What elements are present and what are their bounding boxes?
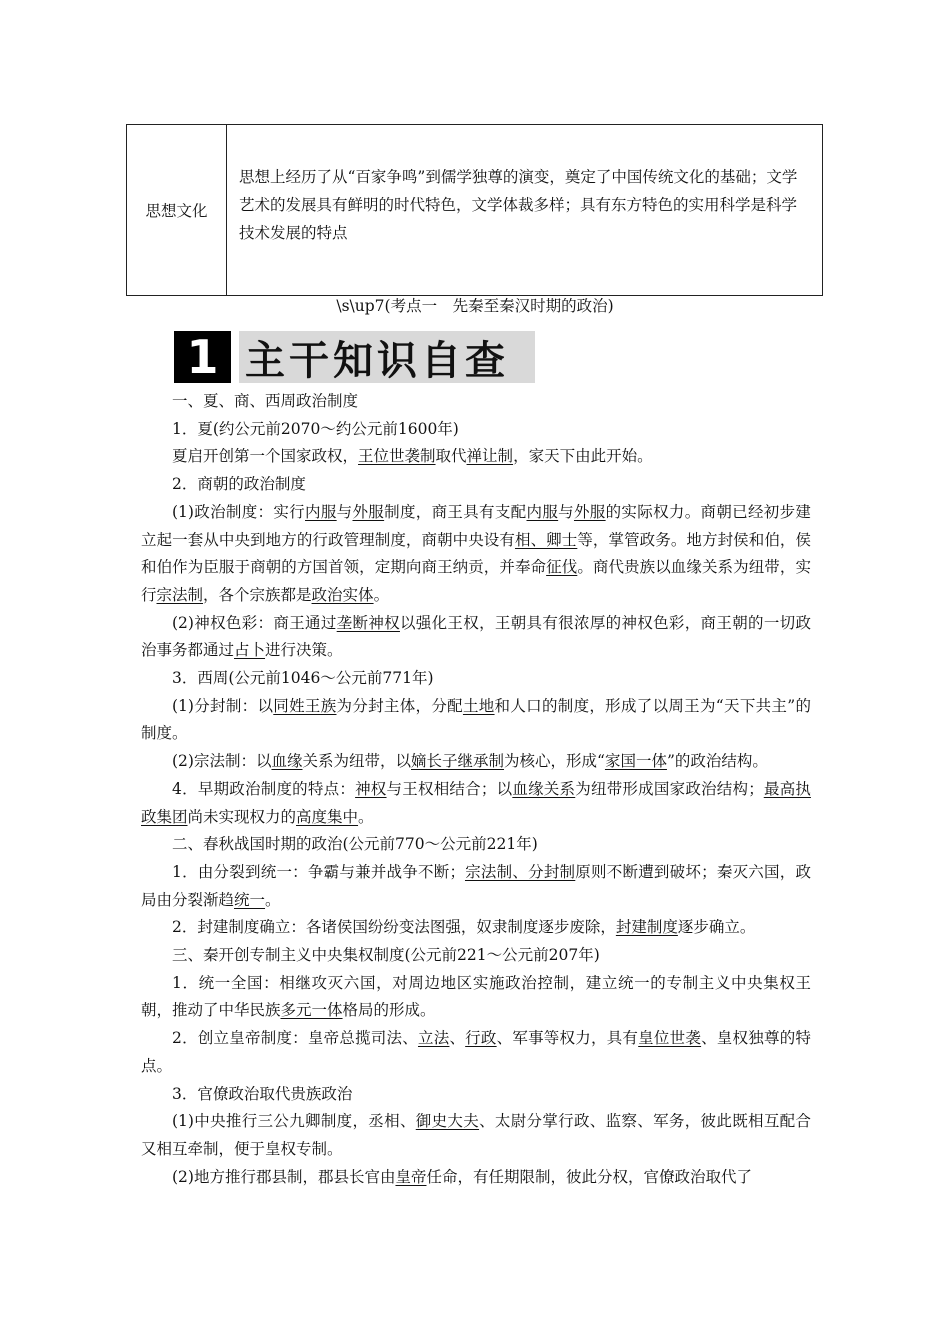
underlined-answer: 统一: [234, 890, 266, 909]
underlined-answer: 封建制度: [615, 918, 678, 937]
underlined-answer: 御史大夫: [415, 1112, 480, 1131]
text-segment: 任命，有任期限制，彼此分权，官僚政治取代了: [426, 1167, 752, 1186]
text-segment: (1)政治制度：实行: [172, 502, 306, 521]
paragraph: [141, 942, 811, 970]
summary-table: [126, 124, 823, 296]
text-segment: 2．商朝的政治制度: [172, 475, 306, 494]
text-segment: 关系为纽带，以: [302, 752, 411, 771]
table-row-label: 思想文化: [127, 125, 227, 295]
text-segment: 。商代贵族以血缘关系为纽带，实行: [141, 558, 811, 604]
paragraph: [141, 471, 811, 499]
banner-title: 主干知识自查: [239, 331, 535, 383]
underlined-answer: 多元一体: [280, 1001, 343, 1020]
text-segment: 格局的形成。: [342, 1001, 436, 1020]
text-segment: 进行决策。: [265, 641, 343, 660]
text-segment: 夏启开创第一个国家政权，: [172, 447, 359, 466]
text-segment: 一、夏、商、西周政治制度: [172, 392, 359, 410]
text-segment: 取代: [435, 447, 467, 466]
text-segment: 、: [449, 1029, 466, 1048]
underlined-answer: 相、卿士: [514, 530, 578, 549]
underlined-answer: 土地: [462, 696, 495, 715]
underlined-answer: 嫡长子继承制: [411, 752, 505, 771]
text-segment: 等，掌管政务。地方封侯和伯，侯和伯作为臣服于商朝的方国首领，定期向商王纳贡，并奉命: [141, 530, 811, 577]
banner-number: 1: [174, 331, 231, 383]
underlined-answer: 高度集中: [296, 807, 359, 826]
text-segment: 原则不断遭到破坏；秦灭六国，政局由分裂渐趋: [141, 862, 811, 909]
paragraph: [141, 748, 811, 776]
paragraph: [141, 665, 811, 693]
paragraph: [141, 1108, 811, 1163]
underlined-answer: 皇位世袭: [638, 1029, 702, 1048]
underlined-answer: 最高执政集团: [141, 779, 811, 826]
paragraph: [141, 443, 811, 471]
section-caption: \s\up7(考点一 先秦至秦汉时期的政治): [336, 297, 614, 315]
text-segment: 逐步确立。: [677, 918, 756, 937]
text-segment: 、太尉分掌行政、监察、军务，彼此既相互配合又相互牵制，便于皇权专制。: [141, 1112, 811, 1158]
text-segment: (2)神权色彩：商王通过: [172, 613, 337, 632]
text-segment: 三、秦开创专制主义中央集权制度(公元前221～公元前207年): [172, 946, 600, 965]
text-segment: 1．由分裂到统一：争霸与兼并战争不断；: [172, 862, 465, 881]
text-segment: (1)中央推行三公九卿制度，丞相、: [172, 1112, 416, 1131]
underlined-answer: 王位世袭制: [358, 447, 436, 466]
paragraph: [141, 499, 811, 610]
text-segment: (2)宗法制：以: [172, 752, 272, 771]
text-segment: 制度，商王具有支配: [384, 502, 527, 521]
text-segment: 为核心，形成“: [504, 752, 605, 771]
text-segment: 与: [558, 502, 574, 521]
text-segment: ”的政治结构。: [666, 752, 768, 771]
text-segment: 、军事等权力，具有: [496, 1029, 639, 1048]
paragraph: [141, 970, 811, 1025]
paragraph: [141, 416, 811, 444]
paragraph: [141, 1081, 811, 1109]
text-segment: 1．夏(约公元前2070～约公元前1600年): [172, 419, 459, 438]
text-segment: 2．创立皇帝制度：皇帝总揽司法、: [172, 1029, 418, 1048]
text-segment: 与: [336, 502, 353, 521]
underlined-answer: 禅让制: [466, 447, 514, 466]
paragraph: [141, 610, 811, 665]
underlined-answer: 征伐: [546, 558, 578, 577]
text-segment: 。: [373, 585, 390, 604]
section-banner: [174, 331, 535, 383]
underlined-answer: 皇帝: [395, 1167, 427, 1186]
underlined-answer: 家国一体: [604, 752, 667, 771]
text-segment: 为纽带形成国家政治结构；: [575, 779, 764, 798]
text-segment: 的实际权力。商朝已经初步建立起一套从中央到地方的行政管理制度，商朝中央设有: [141, 502, 811, 549]
paragraph: [141, 859, 811, 914]
text-segment: 以强化王权，王朝具有很浓厚的神权色彩，商王朝的一切政治事务都通过: [141, 613, 811, 660]
paragraph: [141, 914, 811, 942]
text-segment: 、皇权独尊的特点。: [141, 1029, 811, 1075]
underlined-answer: 外服: [352, 502, 385, 521]
text-segment: 2．封建制度确立：各诸侯国纷纷变法图强，奴隶制度逐步废除，: [172, 918, 616, 937]
text-segment: 4．早期政治制度的特点：: [172, 779, 356, 798]
text-segment: 。: [358, 807, 374, 826]
underlined-answer: 政治实体: [311, 585, 374, 604]
underlined-answer: 外服: [573, 502, 606, 521]
paragraph: [141, 693, 811, 748]
underlined-answer: 占卜: [234, 641, 266, 660]
underlined-answer: 立法: [417, 1029, 450, 1048]
text-segment: ，家天下由此开始。: [513, 447, 653, 466]
text-segment: 与王权相结合；以: [386, 779, 513, 798]
paragraph: [141, 1025, 811, 1080]
underlined-answer: 内服: [305, 502, 337, 521]
underlined-answer: 血缘关系: [512, 779, 576, 798]
paragraph: [141, 388, 811, 416]
text-segment: 为分封主体，分配: [336, 696, 463, 715]
underlined-answer: 宗法制、分封制: [464, 862, 576, 881]
underlined-answer: 内服: [526, 502, 559, 521]
text-segment: (2)地方推行郡县制，郡县长官由: [172, 1167, 396, 1186]
underlined-answer: 行政: [465, 1029, 497, 1048]
text-segment: 尚未实现权力的: [187, 807, 297, 826]
underlined-answer: 垄断神权: [336, 613, 400, 632]
text-segment: 。: [265, 890, 281, 909]
text-segment: 二、春秋战国时期的政治(公元前770～公元前221年): [172, 835, 538, 854]
underlined-answer: 同姓王族: [273, 696, 337, 715]
paragraph: [141, 1164, 811, 1192]
text-segment: 3．西周(公元前1046～公元前771年): [172, 669, 434, 688]
underlined-answer: 神权: [355, 779, 387, 798]
underlined-answer: 宗法制: [156, 585, 204, 604]
text-segment: (1)分封制：以: [172, 696, 274, 715]
text-segment: 1．统一全国：相继攻灭六国，对周边地区实施政治控制，建立统一的专制主义中央集权王朝，推动了中华民族: [141, 973, 811, 1020]
paragraph: [141, 831, 811, 859]
text-segment: ，各个宗族都是: [203, 585, 312, 604]
table-row-text: 思想上经历了从“百家争鸣”到儒学独尊的演变，奠定了中国传统文化的基础；文学艺术的发展具有鲜明的时代特色，文学体裁多样；具有东方特色的实用科学是科学技术发展的特点: [239, 168, 798, 242]
paragraph: [141, 776, 811, 831]
text-segment: 和人口的制度，形成了以周王为“天下共主”的制度。: [141, 696, 811, 743]
underlined-answer: 血缘: [271, 752, 303, 771]
body-text: [141, 388, 811, 1191]
text-segment: 3．官僚政治取代贵族政治: [172, 1084, 353, 1103]
